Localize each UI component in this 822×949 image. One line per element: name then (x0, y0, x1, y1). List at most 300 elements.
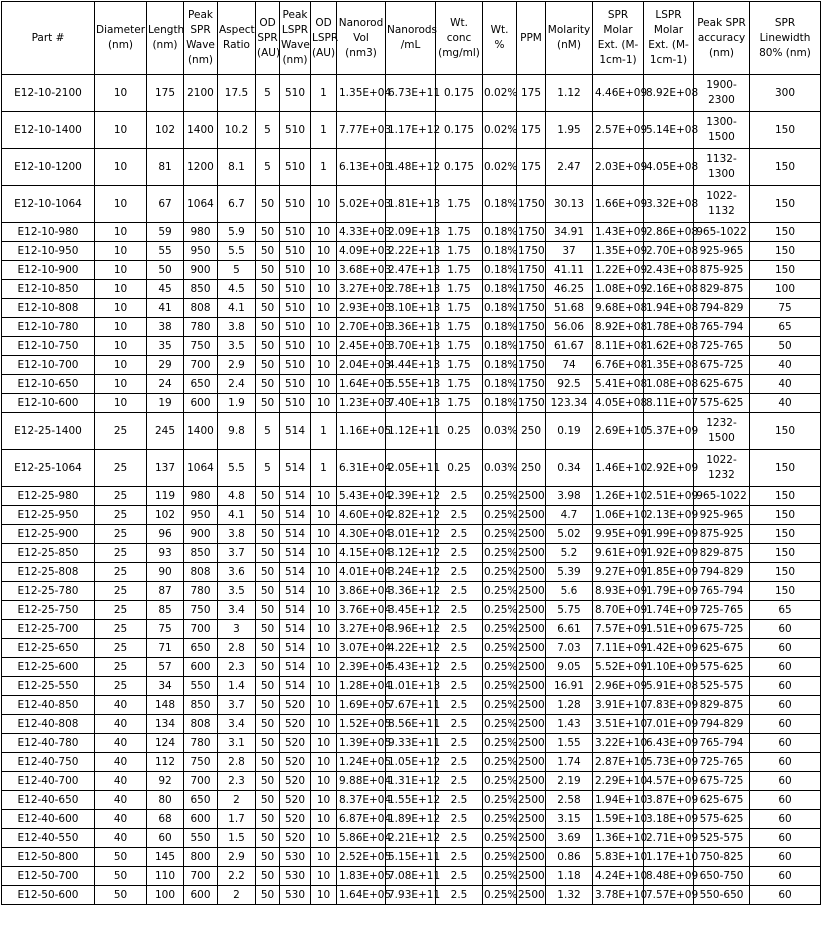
cell-wt-conc: 2.5 (436, 772, 483, 791)
cell-spr-linewidth: 60 (750, 715, 821, 734)
cell-ppm: 1750 (517, 223, 546, 242)
cell-part: E12-25-980 (2, 487, 95, 506)
cell-diameter: 10 (95, 299, 147, 318)
cell-od-lspr: 10 (311, 791, 337, 810)
cell-spr-molar-ext: 3.22E+10 (593, 734, 644, 753)
cell-spr-linewidth: 50 (750, 337, 821, 356)
cell-ppm: 2500 (517, 544, 546, 563)
cell-wt-percent: 0.18% (483, 280, 517, 299)
cell-diameter: 25 (95, 677, 147, 696)
cell-peak-spr-accuracy: 925-965 (694, 506, 750, 525)
table-row (2, 544, 821, 563)
cell-lspr-molar-ext: 5.73E+09 (644, 753, 694, 772)
cell-nanorods-per-ml: 3.12E+12 (386, 544, 436, 563)
cell-molarity: 41.11 (546, 261, 593, 280)
cell-ppm: 175 (517, 149, 546, 186)
cell-od-spr: 50 (256, 658, 280, 677)
cell-peak-spr-accuracy: 965-1022 (694, 223, 750, 242)
cell-peak-lspr-wave: 510 (280, 318, 311, 337)
cell-spr-molar-ext: 1.35E+09 (593, 242, 644, 261)
cell-diameter: 40 (95, 829, 147, 848)
cell-od-lspr: 10 (311, 677, 337, 696)
cell-peak-spr-accuracy: 765-794 (694, 318, 750, 337)
cell-lspr-molar-ext: 2.71E+09 (644, 829, 694, 848)
cell-od-spr: 5 (256, 75, 280, 112)
cell-peak-lspr-wave: 514 (280, 487, 311, 506)
table-row (2, 658, 821, 677)
cell-peak-lspr-wave: 510 (280, 242, 311, 261)
cell-wt-percent: 0.25% (483, 620, 517, 639)
cell-od-spr: 50 (256, 544, 280, 563)
cell-od-lspr: 10 (311, 601, 337, 620)
cell-aspect-ratio: 3.6 (218, 563, 256, 582)
cell-nanorod-vol: 1.24E+05 (337, 753, 386, 772)
table-row (2, 753, 821, 772)
cell-od-lspr: 1 (311, 450, 337, 487)
cell-aspect-ratio: 2.9 (218, 848, 256, 867)
cell-wt-conc: 2.5 (436, 506, 483, 525)
cell-peak-spr-accuracy: 750-825 (694, 848, 750, 867)
cell-molarity: 46.25 (546, 280, 593, 299)
cell-molarity: 1.28 (546, 696, 593, 715)
cell-molarity: 1.18 (546, 867, 593, 886)
cell-od-spr: 50 (256, 620, 280, 639)
cell-ppm: 1750 (517, 394, 546, 413)
cell-nanorods-per-ml: 3.96E+12 (386, 620, 436, 639)
table-row (2, 375, 821, 394)
cell-spr-molar-ext: 8.92E+08 (593, 318, 644, 337)
header-diameter: Diameter (nm) (95, 2, 147, 75)
cell-ppm: 175 (517, 112, 546, 149)
cell-od-spr: 50 (256, 394, 280, 413)
cell-length: 38 (147, 318, 184, 337)
cell-peak-spr-wave: 900 (184, 525, 218, 544)
cell-peak-spr-accuracy: 675-725 (694, 620, 750, 639)
cell-spr-molar-ext: 3.91E+10 (593, 696, 644, 715)
cell-wt-conc: 2.5 (436, 734, 483, 753)
cell-ppm: 175 (517, 75, 546, 112)
cell-diameter: 25 (95, 544, 147, 563)
cell-ppm: 2500 (517, 582, 546, 601)
cell-peak-spr-wave: 900 (184, 261, 218, 280)
cell-spr-molar-ext: 3.78E+10 (593, 886, 644, 905)
cell-peak-spr-wave: 650 (184, 375, 218, 394)
table-row (2, 112, 821, 149)
cell-aspect-ratio: 2.3 (218, 658, 256, 677)
table-row (2, 715, 821, 734)
cell-aspect-ratio: 1.4 (218, 677, 256, 696)
cell-spr-molar-ext: 2.03E+09 (593, 149, 644, 186)
cell-spr-linewidth: 60 (750, 867, 821, 886)
cell-spr-molar-ext: 9.61E+09 (593, 544, 644, 563)
cell-peak-spr-accuracy: 1300-1500 (694, 112, 750, 149)
cell-aspect-ratio: 17.5 (218, 75, 256, 112)
cell-ppm: 2500 (517, 772, 546, 791)
cell-od-lspr: 10 (311, 848, 337, 867)
table-row (2, 563, 821, 582)
cell-wt-percent: 0.02% (483, 75, 517, 112)
cell-peak-spr-wave: 550 (184, 829, 218, 848)
cell-peak-spr-wave: 850 (184, 544, 218, 563)
cell-spr-molar-ext: 1.43E+09 (593, 223, 644, 242)
cell-aspect-ratio: 2.2 (218, 867, 256, 886)
cell-spr-molar-ext: 1.22E+09 (593, 261, 644, 280)
cell-diameter: 40 (95, 810, 147, 829)
table-row (2, 696, 821, 715)
cell-length: 245 (147, 413, 184, 450)
cell-part: E12-10-650 (2, 375, 95, 394)
cell-ppm: 2500 (517, 867, 546, 886)
cell-od-spr: 50 (256, 525, 280, 544)
cell-peak-spr-wave: 808 (184, 715, 218, 734)
table-row (2, 525, 821, 544)
table-row (2, 677, 821, 696)
cell-od-spr: 50 (256, 867, 280, 886)
table-row (2, 848, 821, 867)
cell-length: 29 (147, 356, 184, 375)
cell-part: E12-25-808 (2, 563, 95, 582)
cell-od-spr: 50 (256, 582, 280, 601)
cell-nanorods-per-ml: 3.24E+12 (386, 563, 436, 582)
cell-nanorods-per-ml: 2.78E+13 (386, 280, 436, 299)
cell-spr-molar-ext: 1.59E+10 (593, 810, 644, 829)
cell-peak-spr-wave: 650 (184, 791, 218, 810)
cell-nanorods-per-ml: 2.09E+13 (386, 223, 436, 242)
cell-od-lspr: 10 (311, 487, 337, 506)
table-row (2, 791, 821, 810)
cell-wt-conc: 0.175 (436, 75, 483, 112)
cell-ppm: 2500 (517, 620, 546, 639)
cell-spr-linewidth: 60 (750, 734, 821, 753)
cell-part: E12-40-550 (2, 829, 95, 848)
cell-nanorods-per-ml: 9.33E+11 (386, 734, 436, 753)
cell-wt-percent: 0.18% (483, 186, 517, 223)
cell-od-spr: 50 (256, 886, 280, 905)
cell-nanorod-vol: 2.93E+03 (337, 299, 386, 318)
cell-nanorod-vol: 4.15E+04 (337, 544, 386, 563)
cell-lspr-molar-ext: 1.99E+09 (644, 525, 694, 544)
cell-ppm: 2500 (517, 734, 546, 753)
cell-aspect-ratio: 2 (218, 791, 256, 810)
cell-peak-spr-accuracy: 925-965 (694, 242, 750, 261)
cell-wt-percent: 0.25% (483, 639, 517, 658)
cell-part: E12-40-808 (2, 715, 95, 734)
table-row (2, 810, 821, 829)
cell-length: 80 (147, 791, 184, 810)
cell-od-lspr: 10 (311, 242, 337, 261)
cell-part: E12-10-950 (2, 242, 95, 261)
cell-peak-lspr-wave: 520 (280, 829, 311, 848)
cell-spr-linewidth: 60 (750, 620, 821, 639)
cell-part: E12-10-780 (2, 318, 95, 337)
cell-peak-spr-wave: 600 (184, 658, 218, 677)
cell-nanorod-vol: 3.27E+04 (337, 620, 386, 639)
cell-ppm: 2500 (517, 658, 546, 677)
cell-nanorods-per-ml: 2.47E+13 (386, 261, 436, 280)
cell-wt-conc: 2.5 (436, 544, 483, 563)
cell-od-spr: 5 (256, 149, 280, 186)
table-row (2, 280, 821, 299)
cell-lspr-molar-ext: 7.01E+09 (644, 715, 694, 734)
cell-od-lspr: 10 (311, 772, 337, 791)
cell-lspr-molar-ext: 1.17E+10 (644, 848, 694, 867)
table-row (2, 582, 821, 601)
cell-length: 134 (147, 715, 184, 734)
cell-od-spr: 50 (256, 772, 280, 791)
cell-nanorods-per-ml: 1.55E+12 (386, 791, 436, 810)
cell-length: 24 (147, 375, 184, 394)
cell-peak-spr-wave: 600 (184, 394, 218, 413)
cell-ppm: 2500 (517, 525, 546, 544)
cell-spr-linewidth: 300 (750, 75, 821, 112)
table-row (2, 639, 821, 658)
cell-od-lspr: 10 (311, 525, 337, 544)
cell-peak-lspr-wave: 520 (280, 810, 311, 829)
cell-peak-spr-accuracy: 1132-1300 (694, 149, 750, 186)
cell-od-lspr: 10 (311, 810, 337, 829)
cell-ppm: 250 (517, 450, 546, 487)
cell-wt-conc: 1.75 (436, 356, 483, 375)
cell-spr-linewidth: 60 (750, 753, 821, 772)
cell-od-spr: 5 (256, 450, 280, 487)
cell-peak-spr-accuracy: 829-875 (694, 280, 750, 299)
cell-od-lspr: 10 (311, 620, 337, 639)
cell-peak-lspr-wave: 514 (280, 639, 311, 658)
cell-molarity: 61.67 (546, 337, 593, 356)
cell-aspect-ratio: 4.1 (218, 299, 256, 318)
cell-peak-spr-wave: 980 (184, 487, 218, 506)
cell-peak-lspr-wave: 510 (280, 299, 311, 318)
cell-nanorod-vol: 2.52E+05 (337, 848, 386, 867)
cell-length: 145 (147, 848, 184, 867)
cell-od-lspr: 10 (311, 506, 337, 525)
cell-aspect-ratio: 5.5 (218, 450, 256, 487)
table-body (2, 75, 821, 905)
cell-diameter: 40 (95, 715, 147, 734)
cell-length: 68 (147, 810, 184, 829)
cell-peak-spr-accuracy: 794-829 (694, 299, 750, 318)
cell-peak-lspr-wave: 510 (280, 186, 311, 223)
table-row (2, 223, 821, 242)
cell-diameter: 40 (95, 696, 147, 715)
cell-wt-percent: 0.25% (483, 791, 517, 810)
cell-od-spr: 50 (256, 639, 280, 658)
cell-nanorods-per-ml: 7.67E+11 (386, 696, 436, 715)
cell-lspr-molar-ext: 4.57E+09 (644, 772, 694, 791)
cell-od-spr: 50 (256, 563, 280, 582)
cell-peak-lspr-wave: 514 (280, 450, 311, 487)
cell-diameter: 10 (95, 394, 147, 413)
cell-lspr-molar-ext: 5.37E+09 (644, 413, 694, 450)
cell-wt-conc: 0.25 (436, 450, 483, 487)
cell-peak-lspr-wave: 510 (280, 223, 311, 242)
cell-part: E12-25-550 (2, 677, 95, 696)
cell-aspect-ratio: 2.9 (218, 356, 256, 375)
cell-diameter: 25 (95, 563, 147, 582)
cell-nanorods-per-ml: 5.55E+13 (386, 375, 436, 394)
cell-od-lspr: 10 (311, 299, 337, 318)
cell-lspr-molar-ext: 1.08E+08 (644, 375, 694, 394)
cell-length: 92 (147, 772, 184, 791)
cell-length: 55 (147, 242, 184, 261)
cell-length: 45 (147, 280, 184, 299)
cell-diameter: 10 (95, 337, 147, 356)
cell-nanorods-per-ml: 3.70E+13 (386, 337, 436, 356)
cell-peak-spr-accuracy: 725-765 (694, 753, 750, 772)
cell-peak-lspr-wave: 520 (280, 791, 311, 810)
cell-peak-spr-wave: 1064 (184, 186, 218, 223)
cell-spr-linewidth: 60 (750, 658, 821, 677)
table-row (2, 772, 821, 791)
cell-spr-molar-ext: 8.11E+08 (593, 337, 644, 356)
cell-peak-spr-wave: 980 (184, 223, 218, 242)
cell-peak-spr-wave: 800 (184, 848, 218, 867)
cell-lspr-molar-ext: 2.70E+08 (644, 242, 694, 261)
cell-lspr-molar-ext: 6.43E+09 (644, 734, 694, 753)
cell-od-spr: 50 (256, 186, 280, 223)
cell-diameter: 10 (95, 75, 147, 112)
cell-length: 35 (147, 337, 184, 356)
cell-wt-conc: 2.5 (436, 601, 483, 620)
cell-diameter: 50 (95, 886, 147, 905)
cell-length: 57 (147, 658, 184, 677)
cell-od-lspr: 10 (311, 375, 337, 394)
cell-ppm: 1750 (517, 375, 546, 394)
cell-peak-lspr-wave: 514 (280, 677, 311, 696)
cell-nanorod-vol: 1.35E+04 (337, 75, 386, 112)
cell-length: 112 (147, 753, 184, 772)
cell-molarity: 92.5 (546, 375, 593, 394)
cell-part: E12-50-600 (2, 886, 95, 905)
cell-ppm: 2500 (517, 506, 546, 525)
cell-peak-lspr-wave: 514 (280, 413, 311, 450)
cell-wt-percent: 0.18% (483, 261, 517, 280)
cell-aspect-ratio: 2.4 (218, 375, 256, 394)
nanorod-spec-table (1, 1, 821, 905)
cell-od-lspr: 10 (311, 261, 337, 280)
table-row (2, 886, 821, 905)
cell-length: 41 (147, 299, 184, 318)
cell-peak-lspr-wave: 510 (280, 356, 311, 375)
cell-aspect-ratio: 5.5 (218, 242, 256, 261)
cell-part: E12-10-808 (2, 299, 95, 318)
cell-peak-spr-accuracy: 794-829 (694, 563, 750, 582)
cell-diameter: 25 (95, 582, 147, 601)
cell-length: 59 (147, 223, 184, 242)
cell-peak-spr-accuracy: 625-675 (694, 375, 750, 394)
cell-peak-spr-wave: 950 (184, 242, 218, 261)
cell-od-lspr: 10 (311, 753, 337, 772)
cell-peak-spr-wave: 850 (184, 696, 218, 715)
cell-lspr-molar-ext: 1.35E+08 (644, 356, 694, 375)
table-row (2, 186, 821, 223)
cell-nanorods-per-ml: 5.15E+11 (386, 848, 436, 867)
cell-wt-conc: 2.5 (436, 715, 483, 734)
cell-diameter: 10 (95, 280, 147, 299)
cell-diameter: 10 (95, 318, 147, 337)
table-row (2, 318, 821, 337)
cell-aspect-ratio: 5 (218, 261, 256, 280)
cell-peak-spr-wave: 780 (184, 582, 218, 601)
cell-wt-conc: 1.75 (436, 337, 483, 356)
cell-nanorods-per-ml: 3.45E+12 (386, 601, 436, 620)
cell-molarity: 30.13 (546, 186, 593, 223)
cell-nanorods-per-ml: 3.36E+12 (386, 582, 436, 601)
cell-spr-molar-ext: 1.06E+10 (593, 506, 644, 525)
cell-nanorod-vol: 4.60E+04 (337, 506, 386, 525)
cell-part: E12-10-850 (2, 280, 95, 299)
header-row (2, 2, 821, 75)
cell-peak-spr-accuracy: 550-650 (694, 886, 750, 905)
cell-part: E12-25-780 (2, 582, 95, 601)
cell-peak-spr-wave: 2100 (184, 75, 218, 112)
cell-ppm: 250 (517, 413, 546, 450)
cell-peak-spr-accuracy: 1022-1132 (694, 186, 750, 223)
cell-wt-percent: 0.18% (483, 375, 517, 394)
cell-lspr-molar-ext: 3.32E+08 (644, 186, 694, 223)
cell-part: E12-10-1200 (2, 149, 95, 186)
cell-peak-spr-wave: 600 (184, 810, 218, 829)
cell-nanorod-vol: 2.70E+03 (337, 318, 386, 337)
cell-molarity: 2.58 (546, 791, 593, 810)
cell-spr-linewidth: 60 (750, 791, 821, 810)
cell-peak-spr-accuracy: 765-794 (694, 582, 750, 601)
cell-molarity: 0.34 (546, 450, 593, 487)
cell-length: 102 (147, 506, 184, 525)
cell-lspr-molar-ext: 3.18E+09 (644, 810, 694, 829)
cell-peak-spr-wave: 1064 (184, 450, 218, 487)
cell-od-lspr: 10 (311, 696, 337, 715)
cell-wt-conc: 1.75 (436, 280, 483, 299)
cell-peak-lspr-wave: 514 (280, 582, 311, 601)
cell-peak-spr-accuracy: 965-1022 (694, 487, 750, 506)
cell-od-lspr: 10 (311, 223, 337, 242)
cell-spr-molar-ext: 5.52E+09 (593, 658, 644, 677)
cell-diameter: 25 (95, 487, 147, 506)
cell-lspr-molar-ext: 1.74E+09 (644, 601, 694, 620)
table-row (2, 450, 821, 487)
cell-nanorods-per-ml: 5.43E+12 (386, 658, 436, 677)
cell-nanorods-per-ml: 4.44E+13 (386, 356, 436, 375)
cell-molarity: 0.19 (546, 413, 593, 450)
cell-aspect-ratio: 3.4 (218, 715, 256, 734)
cell-nanorods-per-ml: 1.31E+12 (386, 772, 436, 791)
cell-peak-spr-wave: 808 (184, 563, 218, 582)
cell-peak-spr-accuracy: 794-829 (694, 715, 750, 734)
cell-peak-lspr-wave: 510 (280, 75, 311, 112)
table-row (2, 506, 821, 525)
cell-nanorod-vol: 1.69E+05 (337, 696, 386, 715)
cell-wt-percent: 0.25% (483, 601, 517, 620)
cell-ppm: 1750 (517, 356, 546, 375)
cell-spr-molar-ext: 1.08E+09 (593, 280, 644, 299)
cell-spr-linewidth: 60 (750, 772, 821, 791)
table-row (2, 337, 821, 356)
cell-spr-molar-ext: 8.93E+09 (593, 582, 644, 601)
cell-lspr-molar-ext: 8.48E+09 (644, 867, 694, 886)
cell-ppm: 2500 (517, 886, 546, 905)
cell-wt-conc: 0.175 (436, 149, 483, 186)
table-row (2, 620, 821, 639)
cell-lspr-molar-ext: 1.94E+08 (644, 299, 694, 318)
cell-diameter: 10 (95, 223, 147, 242)
cell-nanorods-per-ml: 1.89E+12 (386, 810, 436, 829)
cell-spr-linewidth: 150 (750, 450, 821, 487)
cell-ppm: 2500 (517, 829, 546, 848)
table-row (2, 261, 821, 280)
cell-ppm: 2500 (517, 715, 546, 734)
cell-peak-spr-wave: 750 (184, 601, 218, 620)
